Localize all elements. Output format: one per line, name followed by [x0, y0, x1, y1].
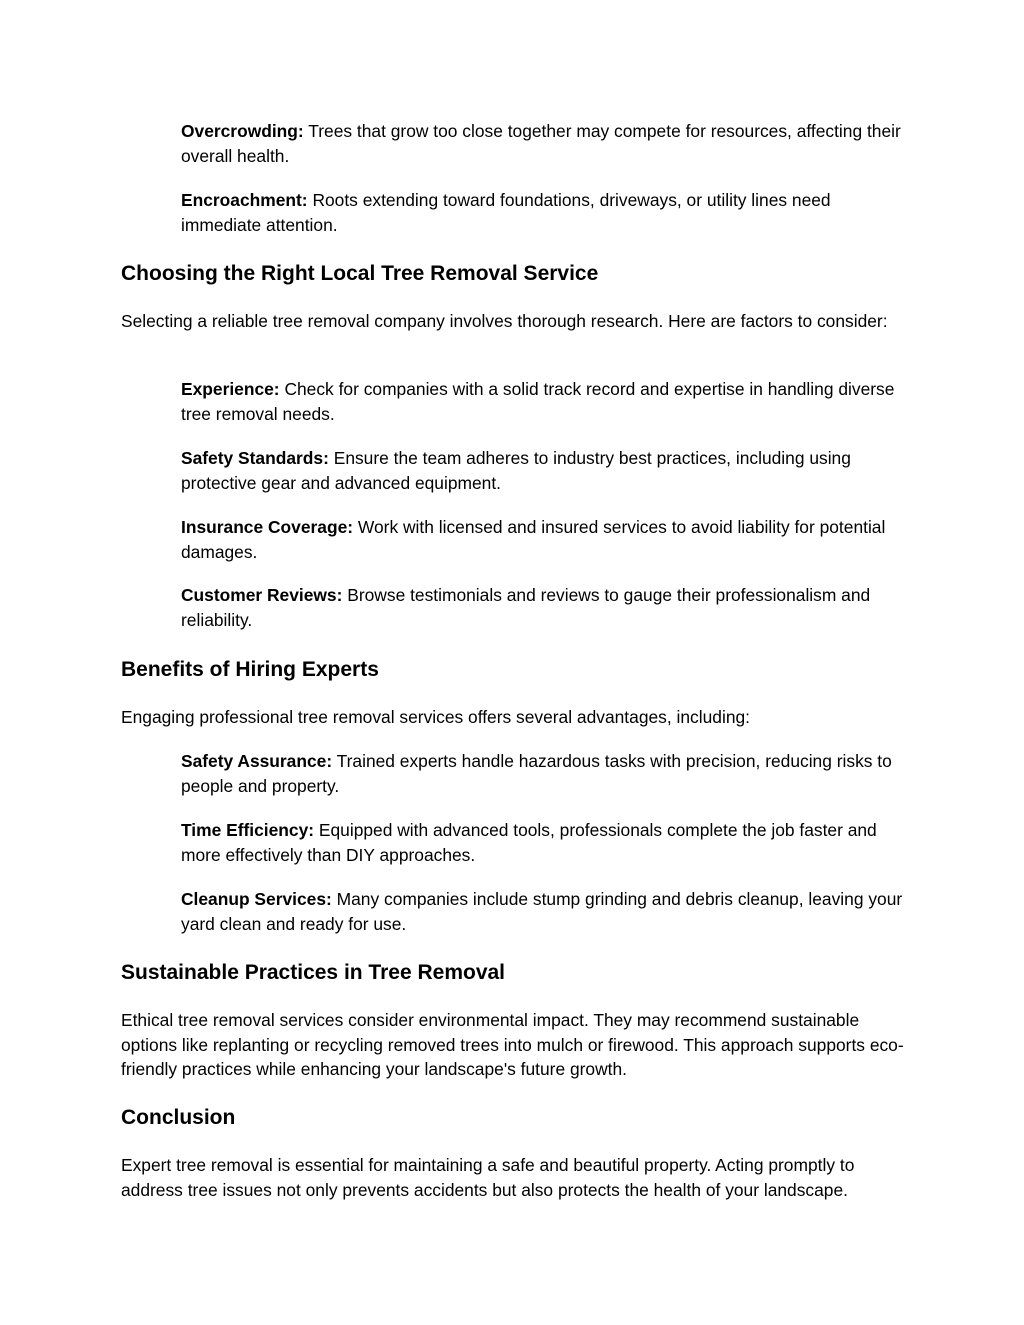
- item-term: Cleanup Services:: [181, 889, 332, 909]
- item-text: Check for companies with a solid track record and expertise in handling diverse tree removal needs.: [181, 379, 895, 424]
- list-item-encroachment: [181, 188, 911, 237]
- item-text: Trained experts handle hazardous tasks with precision, reducing risks to people and property.: [181, 751, 892, 796]
- item-text: Work with licensed and insured services to avoid liability for potential damages.: [181, 517, 886, 562]
- item-text: Roots extending toward foundations, driveways, or utility lines need immediate attention.: [181, 190, 831, 235]
- section-paragraph-conclusion: Expert tree removal is essential for maintaining a safe and beautiful property. Acting promptly to address tree issues not only prevents accidents but also protects the health of your landscape.: [121, 1155, 855, 1200]
- list-item-time-efficiency: [181, 818, 911, 867]
- item-term: Insurance Coverage:: [181, 517, 354, 537]
- item-text: Trees that grow too close together may compete for resources, affecting their overall health.: [181, 121, 901, 166]
- list-item-overcrowding: [181, 119, 911, 168]
- item-term: Experience:: [181, 379, 280, 399]
- item-term: Overcrowding:: [181, 121, 304, 141]
- section-paragraph-benefits: Engaging professional tree removal services offers several advantages, including:: [121, 707, 750, 727]
- item-text: Ensure the team adheres to industry best practices, including using protective gear and advanced equipment.: [181, 448, 851, 493]
- section-heading-sustainable-practices: Sustainable Practices in Tree Removal: [121, 961, 506, 984]
- section-paragraph-sustainable-practices: Ethical tree removal services consider environmental impact. They may recommend sustainable options like replanting or recycling removed trees into mulch or firewood. This approach supports eco-friendly practices while enhancing your landscape's future growth.: [121, 1010, 904, 1079]
- item-text: Equipped with advanced tools, professionals complete the job faster and more effectively than DIY approaches.: [181, 820, 877, 865]
- section-heading-choosing-service: Choosing the Right Local Tree Removal Service: [121, 262, 599, 285]
- section-paragraph-choosing-service: Selecting a reliable tree removal company involves thorough research. Here are factors to consider:: [121, 311, 888, 331]
- list-item-safety-assurance: [181, 749, 911, 798]
- item-term: Customer Reviews:: [181, 585, 343, 605]
- item-term: Safety Assurance:: [181, 751, 333, 771]
- list-item-safety-standards: [181, 446, 911, 495]
- section-heading-conclusion: Conclusion: [121, 1106, 236, 1129]
- list-item-experience: [181, 377, 911, 426]
- list-item-insurance-coverage: [181, 515, 911, 564]
- list-item-customer-reviews: [181, 583, 911, 632]
- item-term: Time Efficiency:: [181, 820, 315, 840]
- section-heading-benefits: Benefits of Hiring Experts: [121, 658, 379, 681]
- item-text: Browse testimonials and reviews to gauge their professionalism and reliability.: [181, 585, 871, 630]
- item-term: Encroachment:: [181, 190, 308, 210]
- list-item-cleanup-services: [181, 887, 911, 936]
- item-term: Safety Standards:: [181, 448, 329, 468]
- item-text: Many companies include stump grinding and debris cleanup, leaving your yard clean and ready for use.: [181, 889, 903, 934]
